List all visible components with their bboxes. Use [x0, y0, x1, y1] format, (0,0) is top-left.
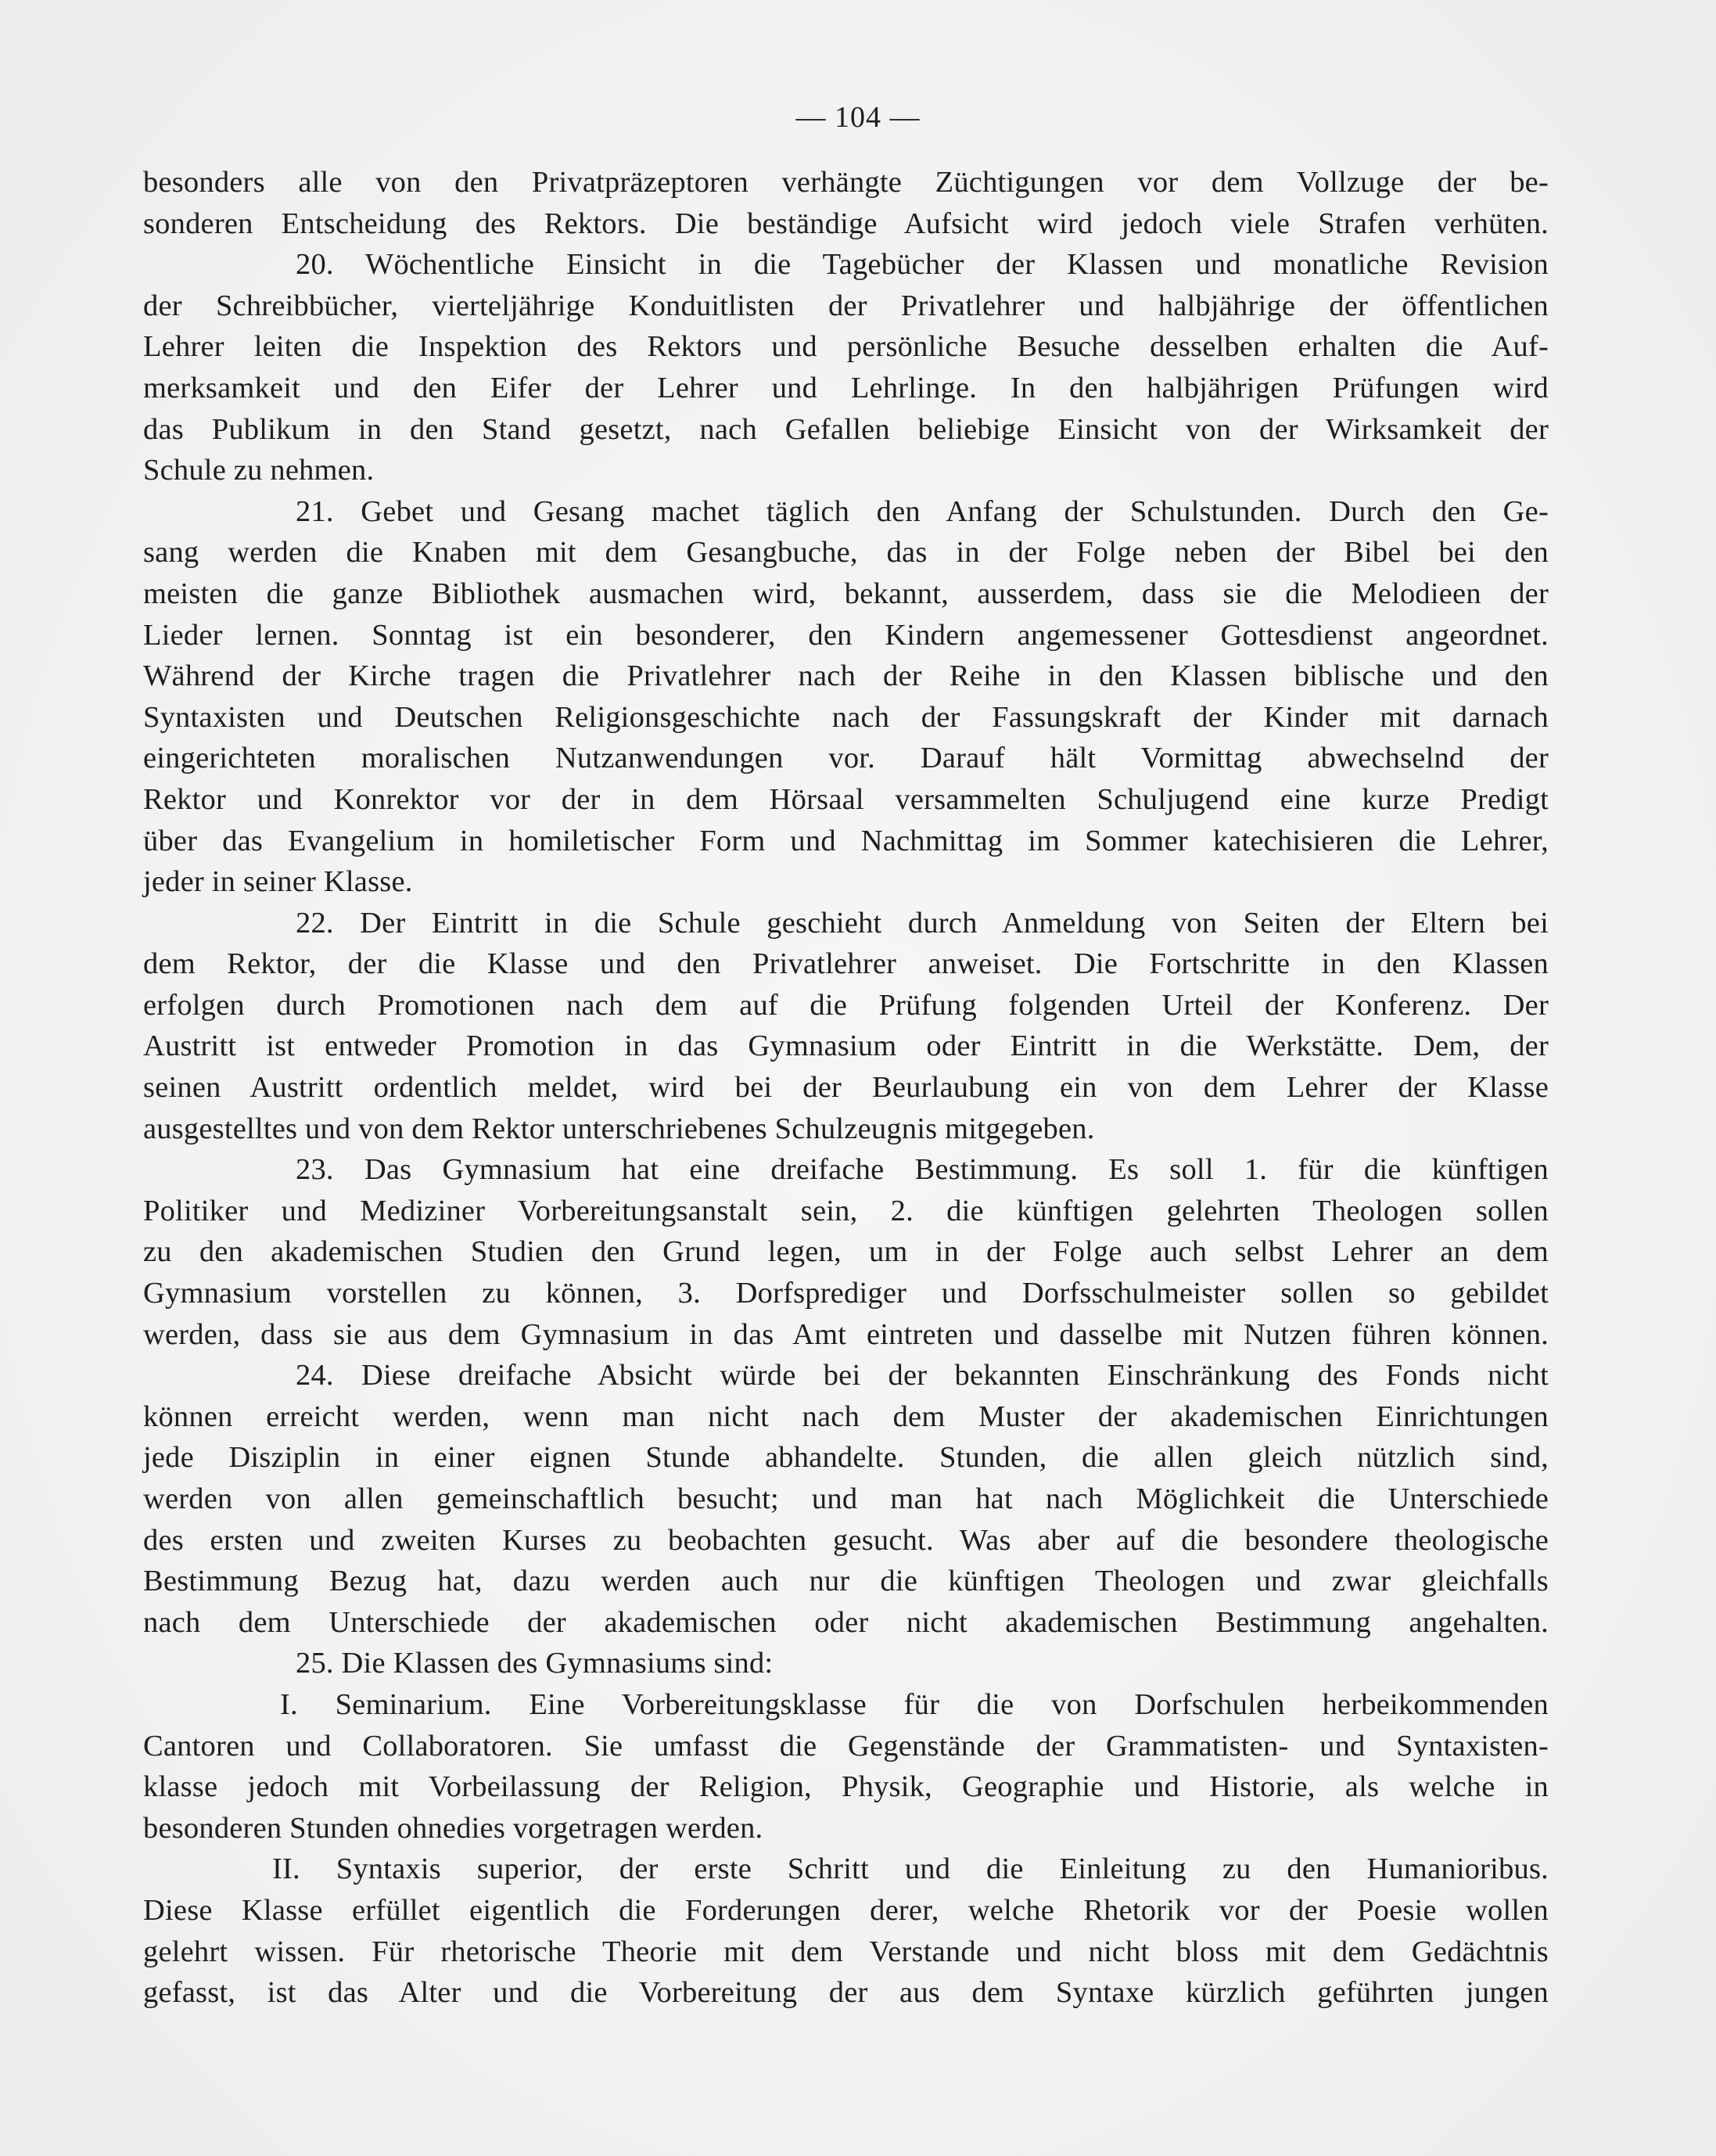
text-line: erfolgen durch Promotionen nach dem auf die Prüfung folgenden Urteil der Konferenz. Der	[143, 988, 1549, 1022]
paragraph-22-start: 22. Der Eintritt in die Schule geschieht durch Anmeldung von Seiten der Eltern bei	[296, 906, 1549, 940]
text-line: sang werden die Knaben mit dem Gesangbuche, das in der Folge neben der Bibel bei den	[143, 536, 1549, 570]
text-line: Gymnasium vorstellen zu können, 3. Dorfsprediger und Dorfsschulmeister sollen so gebildet	[143, 1277, 1549, 1310]
text-line: meisten die ganze Bibliothek ausmachen wird, bekannt, ausserdem, dass sie die Melodieen der	[143, 577, 1549, 610]
text-line: Diese Klasse erfüllet eigentlich die Forderungen derer, welche Rhetorik vor der Poesie wollen	[143, 1893, 1549, 1927]
text-line: jede Disziplin in einer eignen Stunde abhandelte. Stunden, die allen gleich nützlich sind,	[143, 1441, 1549, 1475]
text-line: jeder in seiner Klasse.	[143, 865, 413, 899]
text-line: Politiker und Mediziner Vorbereitungsanstalt sein, 2. die künftigen gelehrten Theologen sollen	[143, 1194, 1549, 1227]
body-text	[143, 162, 1549, 2014]
class-I-seminarium-start: I. Seminarium. Eine Vorbereitungsklasse für die von Dorfschulen herbeikommenden	[280, 1687, 1549, 1721]
text-line: Bestimmung Bezug hat, dazu werden auch nur die künftigen Theologen und zwar gleichfalls	[143, 1565, 1549, 1598]
text-line: besonderen Stunden ohnedies vorgetragen werden.	[143, 1811, 763, 1845]
text-line: sonderen Entscheidung des Rektors. Die beständige Aufsicht wird jedoch viele Strafen verhüten.	[143, 207, 1549, 240]
text-line: gelehrt wissen. Für rhetorische Theorie mit dem Verstande und nicht bloss mit dem Gedächtnis	[143, 1935, 1549, 1968]
text-line: Austritt ist entweder Promotion in das Gymnasium oder Eintritt in die Werkstätte. Dem, der	[143, 1029, 1549, 1063]
text-line: Während der Kirche tragen die Privatlehrer nach der Reihe in den Klassen biblische und den	[143, 659, 1549, 693]
text-line: werden, dass sie aus dem Gymnasium in das Amt eintreten und dasselbe mit Nutzen führen können.	[143, 1317, 1549, 1351]
text-line: des ersten und zweiten Kurses zu beobachten gesucht. Was aber auf die besondere theologische	[143, 1523, 1549, 1557]
text-line: merksamkeit und den Eifer der Lehrer und Lehrlinge. In den halbjährigen Prüfungen wird	[143, 371, 1549, 404]
text-line: Schule zu nehmen.	[143, 454, 375, 487]
text-line: ausgestelltes und von dem Rektor unterschriebenes Schulzeugnis mitgegeben.	[143, 1112, 1095, 1145]
text-line: können erreicht werden, wenn man nicht nach dem Muster der akademischen Einrichtungen	[143, 1400, 1549, 1433]
paragraph-25-heading: 25. Die Klassen des Gymnasiums sind:	[296, 1647, 774, 1680]
page-number: — 104 —	[795, 101, 921, 134]
paragraph-20-start: 20. Wöchentliche Einsicht in die Tagebücher der Klassen und monatliche Revision	[296, 248, 1549, 282]
text-line: nach dem Unterschiede der akademischen oder nicht akademischen Bestimmung angehalten.	[143, 1605, 1549, 1639]
text-line: zu den akademischen Studien den Grund legen, um in der Folge auch selbst Lehrer an dem	[143, 1235, 1549, 1269]
paragraph-21-start: 21. Gebet und Gesang machet täglich den Anfang der Schulstunden. Durch den Ge-	[296, 494, 1549, 528]
text-line: seinen Austritt ordentlich meldet, wird bei der Beurlaubung ein von dem Lehrer der Klasse	[143, 1071, 1549, 1105]
text-line: werden von allen gemeinschaftlich besucht; und man hat nach Möglichkeit die Unterschiede	[143, 1482, 1549, 1515]
class-II-syntaxis-start: II. Syntaxis superior, der erste Schritt und die Einleitung zu den Humanioribus.	[272, 1852, 1549, 1886]
text-line: Cantoren und Collaboratoren. Sie umfasst die Gegenstände der Grammatisten- und Syntaxisten-	[143, 1729, 1549, 1763]
paragraph-23-start: 23. Das Gymnasium hat eine dreifache Bestimmung. Es soll 1. für die künftigen	[296, 1153, 1549, 1187]
text-line: der Schreibbücher, vierteljährige Konduitlisten der Privatlehrer und halbjährige der öffentlichen	[143, 289, 1549, 322]
text-line: klasse jedoch mit Vorbeilassung der Religion, Physik, Geographie und Historie, als welche in	[143, 1770, 1549, 1804]
text-line: dem Rektor, der die Klasse und den Privatlehrer anweiset. Die Fortschritte in den Klassen	[143, 947, 1549, 981]
text-line: besonders alle von den Privatpräzeptoren verhängte Züchtigungen vor dem Vollzuge der be-	[143, 166, 1549, 199]
text-line: eingerichteten moralischen Nutzanwendungen vor. Darauf hält Vormittag abwechselnd der	[143, 742, 1549, 775]
text-line: Syntaxisten und Deutschen Religionsgeschichte nach der Fassungskraft der Kinder mit darnach	[143, 700, 1549, 734]
text-line: Lieder lernen. Sonntag ist ein besonderer, den Kindern angemessener Gottesdienst angeordnet.	[143, 618, 1549, 652]
text-line: Rektor und Konrektor vor der in dem Hörsaal versammelten Schuljugend eine kurze Predigt	[143, 782, 1549, 816]
text-line: das Publikum in den Stand gesetzt, nach Gefallen beliebige Einsicht von der Wirksamkeit der	[143, 412, 1549, 446]
text-line: gefasst, ist das Alter und die Vorbereitung der aus dem Syntaxe kürzlich geführten jungen	[143, 1976, 1549, 2010]
text-line: über das Evangelium in homiletischer Form und Nachmittag im Sommer katechisieren die Lehrer,	[143, 824, 1549, 857]
paragraph-24-start: 24. Diese dreifache Absicht würde bei der bekannten Einschränkung des Fonds nicht	[296, 1359, 1549, 1392]
text-line: Lehrer leiten die Inspektion des Rektors und persönliche Besuche desselben erhalten die Auf-	[143, 330, 1549, 364]
